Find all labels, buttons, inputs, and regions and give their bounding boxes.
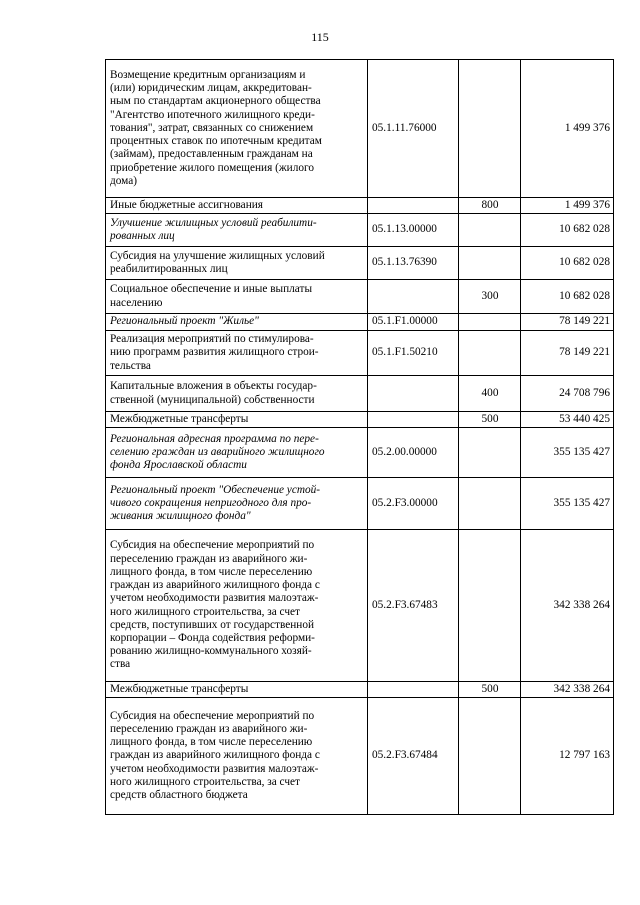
table-row: [106, 60, 614, 198]
table-row: [106, 412, 614, 428]
table-row: [106, 530, 614, 682]
row-name: Субсидия на обеспечение мероприятий по переселению граждан из аварийного жи- лищного фонда, в том числе переселению граждан из аварийного жилищного фонда с учетом необходимости развития малоэтаж- ного жилищного строительства, за счет средств областного бюджета: [106, 698, 368, 815]
row-name: Региональный проект "Обеспечение устой- чивого сокращения непригодного для про- живания жилищного фонда": [106, 478, 368, 530]
row-amount: 78 149 221: [521, 331, 614, 376]
row-code: 05.1.F1.00000: [368, 314, 459, 331]
row-expense-type: 500: [459, 412, 521, 428]
row-name: Межбюджетные трансферты: [106, 412, 368, 428]
row-code: 05.2.F3.67483: [368, 530, 459, 682]
row-expense-type: 300: [459, 280, 521, 314]
row-code: 05.1.F1.50210: [368, 331, 459, 376]
table-row: [106, 198, 614, 214]
row-amount: 1 499 376: [521, 60, 614, 198]
table-row: [106, 682, 614, 698]
row-amount: 10 682 028: [521, 214, 614, 247]
row-name: Иные бюджетные ассигнования: [106, 198, 368, 214]
row-amount: 53 440 425: [521, 412, 614, 428]
table-row: [106, 214, 614, 247]
table-row: [106, 478, 614, 530]
table-row: [106, 698, 614, 815]
row-name: Социальное обеспечение и иные выплаты населению: [106, 280, 368, 314]
table-row: [106, 428, 614, 478]
row-code: [368, 682, 459, 698]
row-amount: 342 338 264: [521, 682, 614, 698]
row-code: 05.2.F3.00000: [368, 478, 459, 530]
row-amount: 78 149 221: [521, 314, 614, 331]
row-expense-type: [459, 60, 521, 198]
row-expense-type: 400: [459, 376, 521, 412]
row-expense-type: [459, 698, 521, 815]
row-expense-type: [459, 314, 521, 331]
row-name: Возмещение кредитным организациям и (или) юридическим лицам, аккредитован- ным по стандартам акционерного общества "Агентство ипотечного жилищного креди- тования", затрат, связанных со снижением процентных ставок по ипотечным кредитам (займам), предоставленным гражданам на приобретение жилого помещения (жилого дома): [106, 60, 368, 198]
row-expense-type: [459, 214, 521, 247]
table-row: [106, 247, 614, 280]
table-row: [106, 314, 614, 331]
row-name: Улучшение жилищных условий реабилити- рованных лиц: [106, 214, 368, 247]
row-code: [368, 280, 459, 314]
row-amount: 24 708 796: [521, 376, 614, 412]
row-code: 05.1.11.76000: [368, 60, 459, 198]
page-number: 115: [311, 30, 329, 44]
row-expense-type: 800: [459, 198, 521, 214]
row-code: [368, 376, 459, 412]
row-name: Субсидия на улучшение жилищных условий реабилитированных лиц: [106, 247, 368, 280]
table-row: [106, 331, 614, 376]
row-expense-type: [459, 331, 521, 376]
row-code: 05.2.00.00000: [368, 428, 459, 478]
row-name: Региональная адресная программа по пере- селению граждан из аварийного жилищного фонда Ярославской области: [106, 428, 368, 478]
row-expense-type: [459, 478, 521, 530]
row-code: 05.2.F3.67484: [368, 698, 459, 815]
row-amount: 1 499 376: [521, 198, 614, 214]
row-name: Субсидия на обеспечение мероприятий по переселению граждан из аварийного жи- лищного фонда, в том числе переселению граждан из аварийного жилищного фонда с учетом необходимости развития малоэтаж- ного жилищного строительства, за счет средств, поступивших от государственной корпорации – Фонда содействия реформи- рованию жилищно-коммунального хозяй- ства: [106, 530, 368, 682]
row-expense-type: [459, 247, 521, 280]
row-amount: 10 682 028: [521, 280, 614, 314]
row-name: Региональный проект "Жилье": [106, 314, 368, 331]
budget-table: [105, 59, 614, 815]
row-expense-type: 500: [459, 682, 521, 698]
row-amount: 355 135 427: [521, 428, 614, 478]
row-code: 05.1.13.00000: [368, 214, 459, 247]
row-code: [368, 412, 459, 428]
row-name: Капитальные вложения в объекты государ- ственной (муниципальной) собственности: [106, 376, 368, 412]
row-expense-type: [459, 428, 521, 478]
row-name: Реализация мероприятий по стимулирова- нию программ развития жилищного строи- тельства: [106, 331, 368, 376]
row-name: Межбюджетные трансферты: [106, 682, 368, 698]
row-expense-type: [459, 530, 521, 682]
table-row: [106, 376, 614, 412]
row-code: 05.1.13.76390: [368, 247, 459, 280]
row-amount: 12 797 163: [521, 698, 614, 815]
row-amount: 342 338 264: [521, 530, 614, 682]
table-row: [106, 280, 614, 314]
row-code: [368, 198, 459, 214]
row-amount: 355 135 427: [521, 478, 614, 530]
row-amount: 10 682 028: [521, 247, 614, 280]
